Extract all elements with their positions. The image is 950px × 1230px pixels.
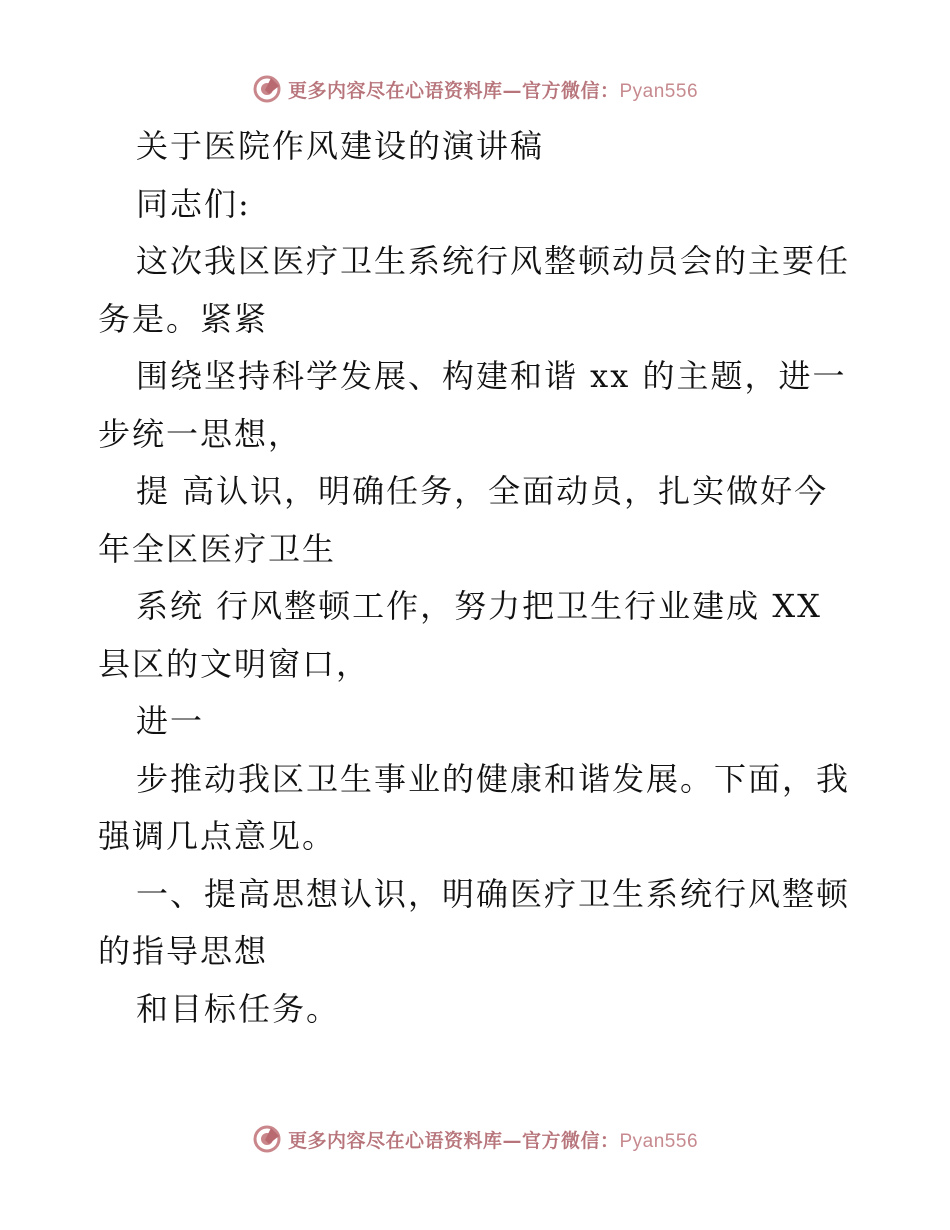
document-title: 关于医院作风建设的演讲稿: [136, 127, 545, 165]
paragraph-line: 进一: [136, 702, 205, 740]
paragraph-line: 提 高认识，明确任务，全面动员，扎实做好今: [136, 472, 829, 510]
paragraph-line: 务是。紧紧: [98, 299, 269, 338]
paragraph-line: 和目标任务。: [136, 989, 341, 1028]
paragraph-line: 年全区医疗卫生: [98, 529, 337, 568]
paragraph-line: 步统一思想，: [98, 414, 303, 453]
salutation: 同志们:: [136, 184, 251, 223]
watermark-text: 更多内容尽在心语资料库—官方微信：Pyan556: [287, 79, 699, 102]
paragraph-line: 强调几点意见。: [98, 817, 337, 855]
brush-logo-icon: [252, 1124, 282, 1154]
paragraph-line: 这次我区医疗卫生系统行风整顿动员会的主要任: [136, 242, 851, 280]
paragraph-line: 步推动我区卫生事业的健康和谐发展。下面，我: [136, 759, 851, 798]
document-body: [98, 118, 858, 1038]
paragraph-line: 县区的文明窗口，: [98, 644, 371, 683]
paragraph-line: 系统 行风整顿工作，努力把卫生行业建成 XX: [136, 587, 822, 625]
paragraph-line: 围绕坚持科学发展、构建和谐 xx 的主题，进一: [136, 357, 847, 395]
header-watermark: [0, 72, 950, 106]
brush-logo-icon: [252, 74, 282, 104]
watermark-text: 更多内容尽在心语资料库—官方微信：Pyan556: [287, 1129, 699, 1152]
section-heading-continued: 的指导思想: [98, 932, 269, 970]
section-heading: 一、提高思想认识，明确医疗卫生系统行风整顿: [136, 874, 851, 913]
footer-watermark: [0, 1122, 950, 1156]
